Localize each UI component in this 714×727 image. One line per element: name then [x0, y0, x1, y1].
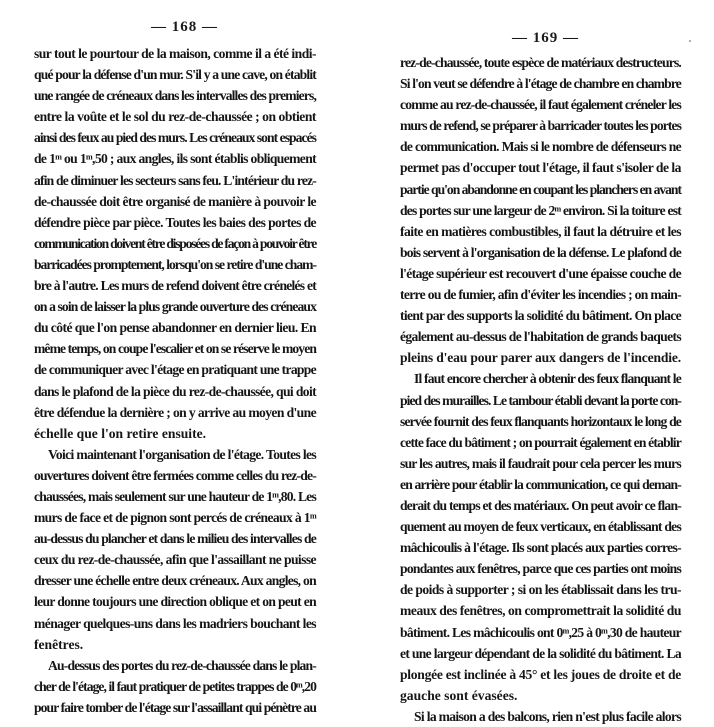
text-line: fenêtres. [34, 636, 84, 652]
text-line: dans le plafond de la pièce du rez-de-chaussée, qui doit [34, 383, 316, 399]
text-line: échelle que l'on retire ensuite. [34, 425, 207, 441]
text-line: afin de diminuer les secteurs sans feu. L'intérieur du rez- [34, 172, 316, 188]
text-line: barricadées promptement, lorsqu'on se retire d'une cham- [34, 256, 316, 272]
text-line: une rangée de créneaux dans les intervalles des premiers, [34, 88, 316, 104]
text-line: de communiquer avec l'étage en pratiquant une trappe [34, 362, 316, 378]
text-line: permet pas d'occuper tout l'étage, il faut s'isoler de la [400, 160, 681, 176]
text-line: de communication. Mais si le nombre de défenseurs ne [400, 139, 681, 155]
text-line: ceux du rez-de-chaussée, afin que l'assaillant ne puisse [34, 552, 316, 568]
text-line: au-dessus du plancher et dans le milieu des intervalles de [34, 531, 316, 547]
text-line: même temps, on coupe l'escalier et on se réserve le moyen [34, 341, 316, 357]
left-page-body-text [34, 43, 316, 718]
text-line: leur donne toujours une direction oblique et on peut en [34, 594, 316, 610]
text-line: ainsi des feux au pied des murs. Les créneaux sont espacés [34, 130, 316, 146]
text-line: plongée est inclinée à 45° et les joues de droite et de [400, 666, 681, 682]
text-line: de-chaussée doit être organisé de manière à pouvoir le [34, 193, 316, 209]
text-line: bois servent à l'organisation de la défense. Le plafond de [400, 244, 681, 260]
text-line: cette face du bâtiment ; on pourrait également en établir [400, 434, 681, 450]
text-line: cher de l'étage, il faut pratiquer de petites trappes de 0ᵐ,20 [34, 678, 316, 694]
text-line: défendre pièce par pièce. Toutes les baies des portes de [34, 214, 316, 230]
text-line: pour faire tomber de l'étage sur l'assaillant qui pénètre au [34, 699, 316, 715]
text-line: des portes sur une largeur de 2ᵐ environ. Si la toiture est [400, 202, 681, 218]
text-line: partie qu'on abandonne en coupant les planchers en avant [400, 181, 682, 197]
text-line: murs de refend, se préparer à barricader toutes les portes [400, 118, 681, 134]
text-line: pondantes aux fenêtres, parce que ces parties ont moins [400, 561, 681, 577]
text-line: terre ou de fumier, afin d'éviter les incendies ; on main- [400, 287, 681, 303]
right-page-body-text [400, 52, 681, 727]
text-line: du côté que l'on pense abandonner en dernier lieu. En [34, 320, 316, 336]
left-page [0, 0, 357, 715]
text-line: Au-dessus des portes du rez-de-chaussée dans le plan- [48, 657, 316, 673]
text-line: sur les autres, mais il faudrait pour cela percer les murs [400, 455, 681, 471]
text-line: ouvertures doivent être fermées comme celles du rez-de- [34, 467, 316, 483]
text-line: sur tout le pourtour de la maison, comme il a été indi- [34, 46, 316, 61]
text-line: derait du temps et des matériaux. On peut avoir ce flan- [400, 497, 681, 513]
page-number-right: — 169 — [512, 30, 579, 46]
text-line: tient par des supports la solidité du bâtiment. On place [400, 308, 681, 324]
text-line: être défendue la dernière ; on y arrive au moyen d'une [34, 404, 316, 420]
text-line: comme au rez-de-chaussée, il faut également créneler les [400, 97, 681, 113]
text-line: l'étage supérieur est recouvert d'une épaisse couche de [400, 265, 681, 281]
text-line: bâtiment. Les mâchicoulis ont 0ᵐ,25 à 0ᵐ,30 de hauteur [400, 624, 681, 640]
text-line: en arrière pour établir la communication, ce qui deman- [400, 476, 681, 492]
text-line: quement au moyen de feux verticaux, en établissant des [400, 519, 681, 535]
text-line: ménager quelques-uns dans les madriers bouchant les [34, 615, 316, 631]
text-line: de 1ᵐ ou 1ᵐ,50 ; aux angles, ils sont établis obliquement [34, 151, 316, 167]
text-line: Il faut encore chercher à obtenir des feux flanquant le [414, 371, 681, 387]
page-number-left: — 168 — [151, 19, 218, 35]
text-line: dresser une échelle entre deux créneaux. Aux angles, on [34, 573, 316, 589]
text-line: également au-dessus de l'habitation de grands baquets [400, 329, 681, 345]
text-line: bre à l'autre. Les murs de refend doivent être crénelés et [34, 278, 316, 294]
text-line: Voici maintenant l'organisation de l'étage. Toutes les [48, 446, 316, 462]
text-line: murs de face et de pignon sont percés de créneaux à 1ᵐ [34, 510, 316, 526]
text-line: communication doivent être disposées de façon à pouvoir être [34, 235, 316, 251]
text-line: entre la voûte et le sol du rez-de-chaussée ; on obtient [34, 109, 316, 125]
text-line: chaussées, mais seulement sur une hauteur de 1ᵐ,80. Les [34, 488, 316, 504]
text-line: et une largeur dépendant de la solidité du bâtiment. La [400, 645, 681, 661]
text-line: Si l'on veut se défendre à l'étage de chambre en chambre [400, 76, 681, 92]
text-line: servée fournit des feux flanquants horizontaux le long de [400, 413, 681, 429]
text-line: meaux des fenêtres, on compromettrait la solidité du [400, 603, 681, 619]
text-line: de poids à supporter ; si on les établissait dans les tru- [400, 582, 681, 598]
right-page [357, 0, 714, 724]
text-line: pied des murailles. Le tambour établi devant la porte con- [400, 392, 681, 408]
scan-speck [689, 40, 691, 42]
text-line: Si la maison a des balcons, rien n'est plus facile alors [414, 708, 681, 724]
text-line: gauche sont évasées. [400, 687, 518, 703]
text-line: qué pour la défense d'un mur. S'il y a une cave, on établit [34, 67, 316, 83]
text-line: on a soin de laisser la plus grande ouverture des créneaux [34, 299, 317, 315]
text-line: rez-de-chaussée, toute espèce de matériaux destructeurs. [400, 55, 681, 70]
text-line: mâchicoulis à l'étage. Ils sont placés aux parties corres- [400, 540, 681, 556]
text-line: faite en matières combustibles, il faut la détruire et les [400, 223, 681, 239]
text-line: pleins d'eau pour parer aux dangers de l'incendie. [400, 350, 681, 366]
